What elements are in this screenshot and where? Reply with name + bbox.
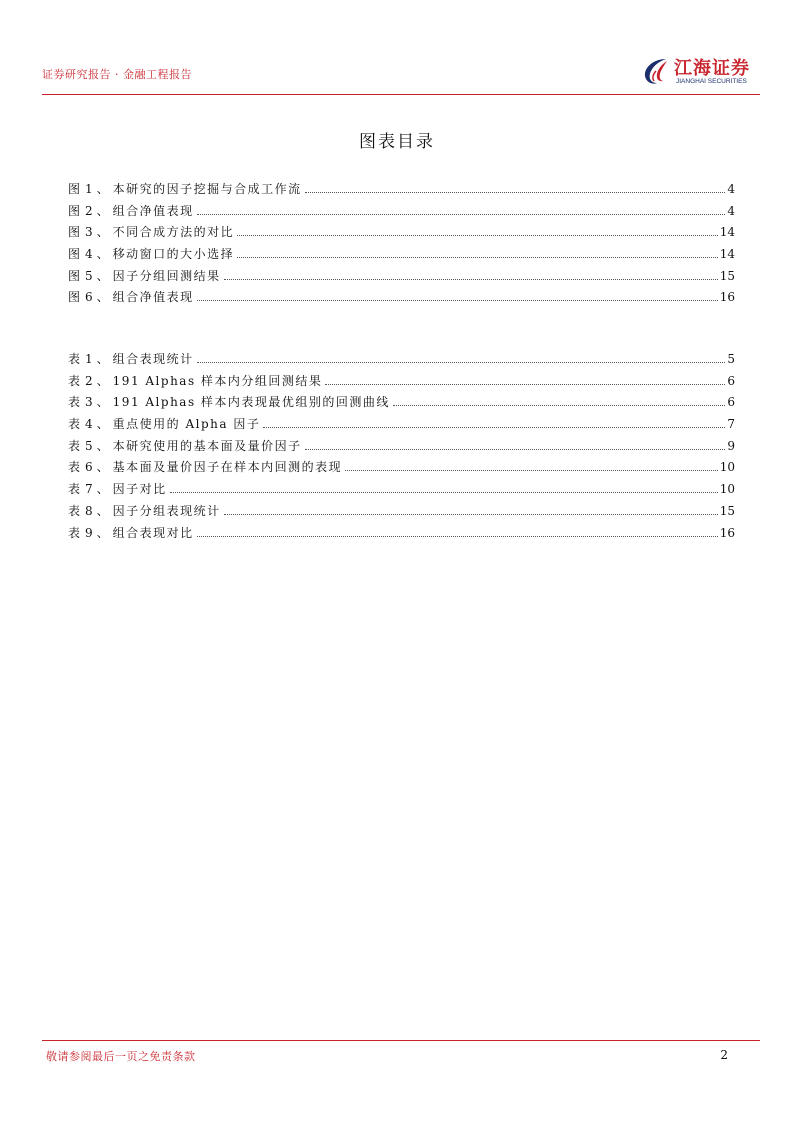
entry-number: 2 <box>85 373 93 388</box>
footer-divider <box>42 1040 760 1041</box>
entry-kind: 表 <box>68 417 84 432</box>
dot-leader <box>305 192 726 193</box>
logo-chinese-name: 江海证券 <box>674 58 750 79</box>
entry-kind: 图 <box>68 225 84 240</box>
entry-number: 8 <box>85 503 93 518</box>
entry-page: 15 <box>719 268 735 283</box>
dot-leader <box>393 405 725 406</box>
entry-page: 5 <box>727 352 735 366</box>
entry-separator: 、 <box>96 290 109 305</box>
table-entry[interactable] <box>68 372 735 394</box>
figure-list <box>68 180 735 310</box>
dot-leader <box>197 214 726 215</box>
entry-separator: 、 <box>96 373 109 388</box>
entry-separator: 、 <box>96 525 109 540</box>
entry-kind: 图 <box>68 182 84 196</box>
entry-page: 10 <box>719 460 735 475</box>
header-divider <box>42 94 760 95</box>
entry-page: 6 <box>727 373 735 388</box>
entry-label: 191 Alphas 样本内表现最优组别的回测曲线 <box>112 395 390 410</box>
table-entry[interactable] <box>68 502 735 524</box>
entry-label: 重点使用的 Alpha 因子 <box>112 417 261 432</box>
figure-entry[interactable] <box>68 202 735 224</box>
entry-number: 4 <box>85 417 93 432</box>
figure-entry[interactable] <box>68 223 735 245</box>
dot-leader <box>224 279 718 280</box>
dot-leader <box>237 257 718 258</box>
entry-kind: 表 <box>68 482 84 497</box>
entry-kind: 表 <box>68 438 84 453</box>
entry-page: 7 <box>727 417 735 432</box>
table-entry[interactable] <box>68 480 735 502</box>
entry-kind: 表 <box>68 373 84 388</box>
dot-leader <box>345 470 718 471</box>
entry-label: 因子分组回测结果 <box>112 268 221 283</box>
entry-separator: 、 <box>96 395 109 410</box>
dot-leader <box>224 514 718 515</box>
entry-page: 4 <box>727 203 735 218</box>
entry-kind: 图 <box>68 203 84 218</box>
entry-separator: 、 <box>96 503 109 518</box>
dot-leader <box>197 536 718 537</box>
entry-label: 因子对比 <box>112 482 167 497</box>
table-entry[interactable] <box>68 393 735 415</box>
entry-kind: 表 <box>68 460 84 475</box>
entry-number: 3 <box>85 225 93 240</box>
entry-separator: 、 <box>96 247 109 262</box>
entry-number: 2 <box>85 203 93 218</box>
table-entry[interactable] <box>68 458 735 480</box>
table-entry[interactable] <box>68 415 735 437</box>
entry-kind: 图 <box>68 247 84 262</box>
entry-number: 1 <box>85 352 93 366</box>
entry-number: 5 <box>85 268 93 283</box>
figure-entry[interactable] <box>68 180 735 202</box>
entry-label: 组合表现统计 <box>112 352 194 366</box>
entry-page: 6 <box>727 395 735 410</box>
toc-title: 图表目录 <box>359 132 435 152</box>
entry-label: 本研究使用的基本面及量价因子 <box>112 438 302 453</box>
entry-number: 7 <box>85 482 93 497</box>
logo-english-name: JIANGHAI SECURITIES <box>676 78 747 85</box>
entry-page: 16 <box>719 525 735 540</box>
entry-separator: 、 <box>96 182 109 196</box>
figure-entry[interactable] <box>68 245 735 267</box>
entry-separator: 、 <box>96 460 109 475</box>
entry-page: 10 <box>719 482 735 497</box>
entry-kind: 表 <box>68 525 84 540</box>
entry-separator: 、 <box>96 268 109 283</box>
entry-label: 基本面及量价因子在样本内回测的表现 <box>112 460 343 475</box>
dot-leader <box>305 449 726 450</box>
dot-leader <box>237 235 718 236</box>
report-type-label: 证券研究报告 · 金融工程报告 <box>42 68 192 81</box>
entry-kind: 表 <box>68 395 84 410</box>
entry-label: 组合表现对比 <box>112 525 194 540</box>
entry-number: 3 <box>85 395 93 410</box>
company-logo <box>640 52 758 90</box>
entry-label: 本研究的因子挖掘与合成工作流 <box>112 182 302 196</box>
entry-page: 14 <box>719 247 735 262</box>
page-number: 2 <box>720 1048 728 1062</box>
disclaimer-note: 敬请参阅最后一页之免责条款 <box>46 1050 196 1063</box>
entry-label: 组合净值表现 <box>112 290 194 305</box>
entry-separator: 、 <box>96 482 109 497</box>
entry-page: 14 <box>719 225 735 240</box>
table-entry[interactable] <box>68 437 735 459</box>
dot-leader <box>170 492 718 493</box>
table-list <box>68 350 735 545</box>
entry-page: 15 <box>719 503 735 518</box>
dot-leader <box>325 384 725 385</box>
entry-label: 不同合成方法的对比 <box>112 225 235 240</box>
entry-page: 9 <box>727 438 735 453</box>
logo-swoosh-icon <box>640 55 672 87</box>
entry-number: 4 <box>85 247 93 262</box>
entry-separator: 、 <box>96 417 109 432</box>
entry-kind: 表 <box>68 352 84 366</box>
dot-leader <box>197 300 718 301</box>
entry-kind: 图 <box>68 290 84 305</box>
entry-label: 移动窗口的大小选择 <box>112 247 235 262</box>
entry-separator: 、 <box>96 203 109 218</box>
entry-number: 9 <box>85 525 93 540</box>
entry-number: 6 <box>85 290 93 305</box>
dot-leader <box>197 362 726 363</box>
figure-entry[interactable] <box>68 288 735 310</box>
entry-label: 191 Alphas 样本内分组回测结果 <box>112 373 323 388</box>
entry-number: 5 <box>85 438 93 453</box>
entry-separator: 、 <box>96 352 109 366</box>
entry-separator: 、 <box>96 225 109 240</box>
entry-label: 组合净值表现 <box>112 203 194 218</box>
entry-label: 因子分组表现统计 <box>112 503 221 518</box>
entry-page: 16 <box>719 290 735 305</box>
entry-page: 4 <box>727 182 735 196</box>
page-header <box>42 58 760 96</box>
entry-kind: 表 <box>68 503 84 518</box>
entry-kind: 图 <box>68 268 84 283</box>
entry-number: 6 <box>85 460 93 475</box>
table-entry[interactable] <box>68 524 735 546</box>
dot-leader <box>263 427 725 428</box>
figure-entry[interactable] <box>68 267 735 289</box>
entry-separator: 、 <box>96 438 109 453</box>
table-entry[interactable] <box>68 350 735 372</box>
entry-number: 1 <box>85 182 93 196</box>
